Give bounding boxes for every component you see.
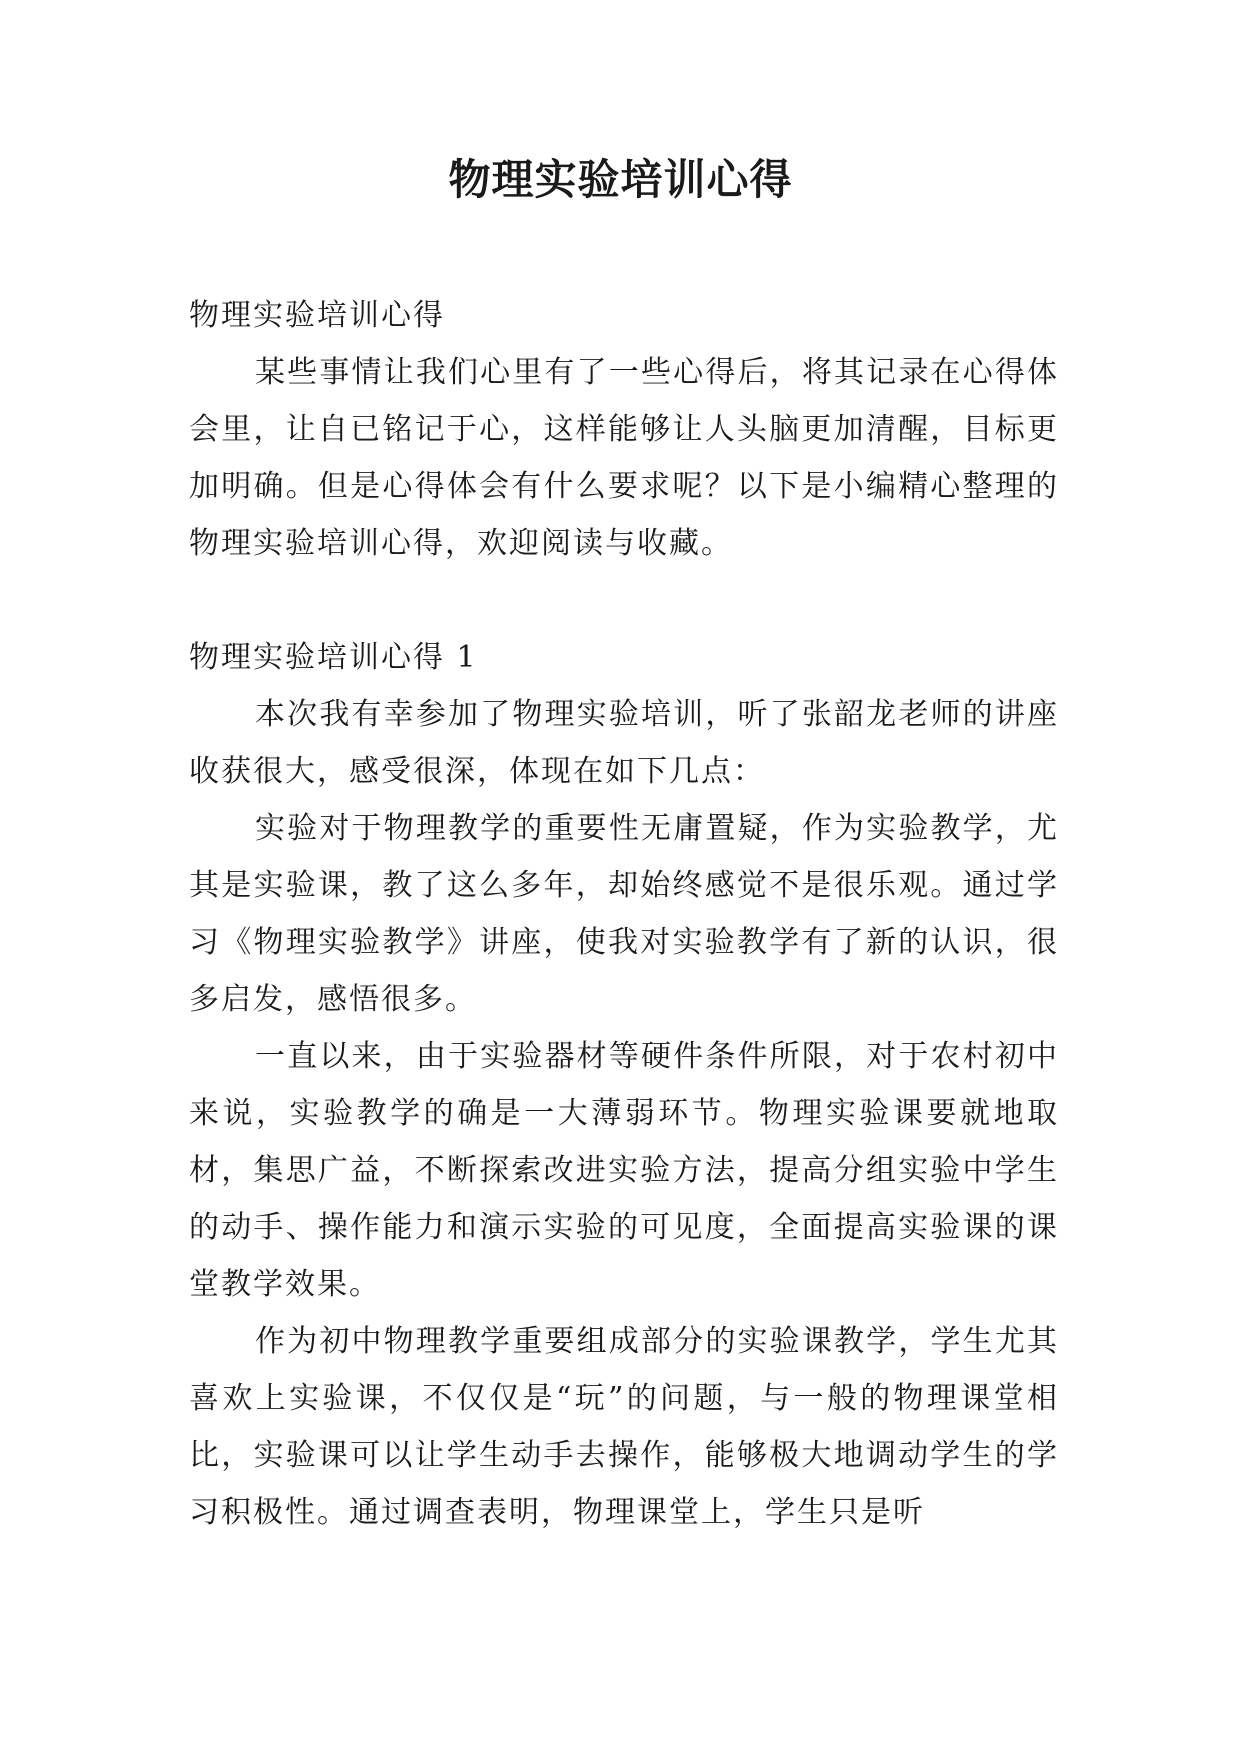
body-paragraph: 实验对于物理教学的重要性无庸置疑，作为实验教学，尤其是实验课，教了这么多年，却始终感觉不是很乐观。通过学习《物理实验教学》讲座，使我对实验教学有了新的认识，很多启发，感悟很多。	[189, 811, 1059, 1017]
intro-heading: 物理实验培训心得	[189, 298, 445, 333]
intro-paragraph: 某些事情让我们心里有了一些心得后，将其记录在心得体会里，让自已铭记于心，这样能够让人头脑更加清醒，目标更加明确。但是心得体会有什么要求呢？以下是小编精心整理的物理实验培训心得，欢迎阅读与收藏。	[189, 355, 1059, 561]
document-body	[189, 287, 1059, 1541]
body-paragraph: 一直以来，由于实验器材等硬件条件所限，对于农村初中来说，实验教学的确是一大薄弱环节。物理实验课要就地取材，集思广益，不断探索改进实验方法，提高分组实验中学生的动手、操作能力和演示实验的可见度，全面提高实验课的课堂教学效果。	[189, 1039, 1059, 1302]
section-heading-1: 物理实验培训心得 1	[189, 640, 478, 675]
document-title: 物理实验培训心得	[448, 155, 793, 204]
body-paragraph: 本次我有幸参加了物理实验培训，听了张韶龙老师的讲座收获很大，感受很深，体现在如下几点：	[189, 697, 1059, 789]
body-paragraph: 作为初中物理教学重要组成部分的实验课教学，学生尤其喜欢上实验课，不仅仅是“玩”的问题，与一般的物理课堂相比，实验课可以让学生动手去操作，能够极大地调动学生的学习积极性。通过调查表明，物理课堂上，学生只是听	[189, 1324, 1059, 1530]
section-spacer	[189, 572, 1059, 629]
